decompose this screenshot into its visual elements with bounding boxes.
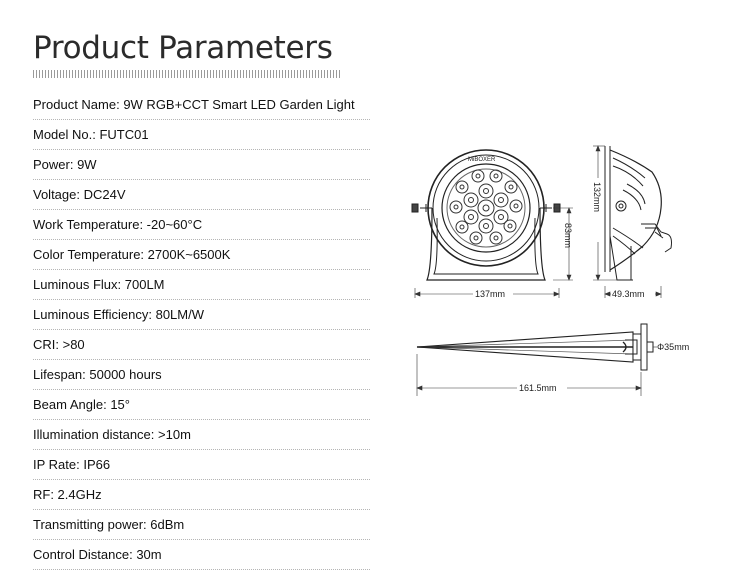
param-row-rf <box>33 480 370 510</box>
brand-logo: MiBOXER <box>468 157 496 163</box>
param-text: Product Name: 9W RGB+CCT Smart LED Garden Light <box>33 97 355 112</box>
title-underline-ruler <box>33 70 340 78</box>
param-row-power <box>33 150 370 180</box>
dimension-label-spike-length: 161.5mm <box>519 383 557 393</box>
ground-spike-drawing <box>417 324 653 370</box>
param-row-transmitting-power <box>33 510 370 540</box>
param-row-cri <box>33 330 370 360</box>
page-title: Product Parameters <box>33 30 333 66</box>
param-row-voltage <box>33 180 370 210</box>
param-row-luminous-efficiency <box>33 300 370 330</box>
param-text: Voltage: DC24V <box>33 187 126 202</box>
led-lens-array <box>450 170 522 244</box>
param-text: Transmitting power: 6dBm <box>33 517 185 532</box>
param-text: CRI: >80 <box>33 337 85 352</box>
front-view-drawing <box>412 150 560 280</box>
parameter-list <box>33 90 370 570</box>
param-text: Luminous Flux: 700LM <box>33 277 165 292</box>
param-text: Color Temperature: 2700K~6500K <box>33 247 231 262</box>
param-row-luminous-flux <box>33 270 370 300</box>
param-row-illumination-distance <box>33 420 370 450</box>
param-row-product-name <box>33 90 370 120</box>
param-text: Luminous Efficiency: 80LM/W <box>33 307 204 322</box>
param-text: IP Rate: IP66 <box>33 457 111 472</box>
dimension-label-front-width: 137mm <box>475 289 506 299</box>
dimension-label-side-height: 132mm <box>592 182 602 213</box>
param-row-beam-angle <box>33 390 370 420</box>
param-row-color-temperature <box>33 240 370 270</box>
side-view-drawing <box>605 146 672 280</box>
technical-drawing <box>405 140 705 400</box>
param-text: Beam Angle: 15° <box>33 397 130 412</box>
dimension-label-front-height: 83mm <box>563 223 573 249</box>
param-text: Work Temperature: -20~60°C <box>33 217 203 232</box>
param-text: Power: 9W <box>33 157 97 172</box>
param-text: Lifespan: 50000 hours <box>33 367 162 382</box>
param-row-work-temperature <box>33 210 370 240</box>
dimension-label-spike-diameter: Φ35mm <box>657 342 690 352</box>
param-row-lifespan <box>33 360 370 390</box>
param-row-model-no <box>33 120 370 150</box>
param-text: RF: 2.4GHz <box>33 487 102 502</box>
param-row-control-distance <box>33 540 370 570</box>
dimension-label-side-depth: 49.3mm <box>612 289 645 299</box>
param-text: Model No.: FUTC01 <box>33 127 149 142</box>
param-row-ip-rate <box>33 450 370 480</box>
param-text: Illumination distance: >10m <box>33 427 191 442</box>
param-text: Control Distance: 30m <box>33 547 162 562</box>
